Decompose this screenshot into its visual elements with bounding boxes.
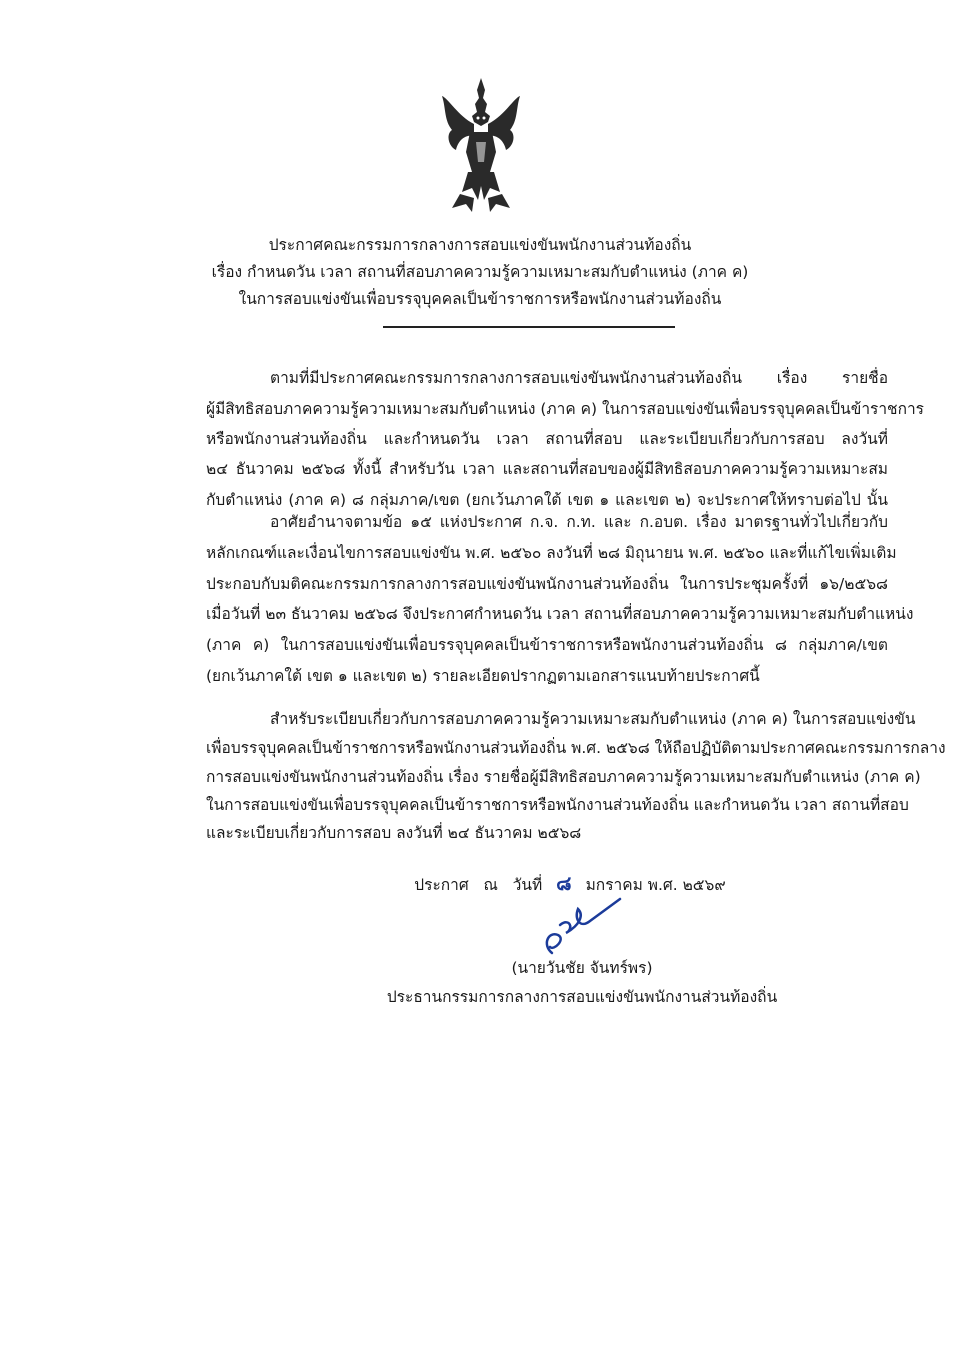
- announcement-subject: เรื่อง กำหนดวัน เวลา สถานที่สอบภาคความรู้ความเหมาะสมกับตำแหน่ง (ภาค ค): [211, 263, 749, 281]
- paragraph-line: เมื่อวันที่ ๒๓ ธันวาคม ๒๕๖๘ จึงประกาศกำหนดวัน เวลา สถานที่สอบภาคความรู้ความเหมาะสมกับตำแหน่ง: [206, 605, 914, 623]
- paragraph-line: ประกอบกับมติคณะกรรมการกลางการสอบแข่งขันพนักงานส่วนท้องถิ่น ในการประชุมครั้งที่ ๑๖/๒๕๖๘: [206, 575, 888, 593]
- announcement-title: ประกาศคณะกรรมการกลางการสอบแข่งขันพนักงานส่วนท้องถิ่น: [268, 236, 692, 254]
- paragraph-line: กับตำแหน่ง (ภาค ค) ๘ กลุ่มภาค/เขต (ยกเว้นภาคใต้ เขต ๑ และเขต ๒) จะประกาศให้ทราบต่อไป นั้น: [206, 491, 888, 509]
- paragraph-line: การสอบแข่งขันพนักงานส่วนท้องถิ่น เรื่อง รายชื่อผู้มีสิทธิสอบภาคความรู้ความเหมาะสมกับตำแหน่ง (ภาค ค): [206, 768, 921, 786]
- garuda-emblem-icon: [438, 76, 524, 216]
- paragraph-line: เพื่อบรรจุบุคคลเป็นข้าราชการหรือพนักงานส่วนท้องถิ่น พ.ศ. ๒๕๖๘ ให้ถือปฏิบัติตามประกาศคณะกรรมการกลาง: [206, 739, 946, 757]
- handwritten-day: ๘: [556, 871, 572, 895]
- announcement-subject-cont: ในการสอบแข่งขันเพื่อบรรจุบุคคลเป็นข้าราชการหรือพนักงานส่วนท้องถิ่น: [238, 290, 722, 308]
- paragraph-line: (ภาค ค) ในการสอบแข่งขันเพื่อบรรจุบุคคลเป็นข้าราชการหรือพนักงานส่วนท้องถิ่น ๘ กลุ่มภาค/เขต: [206, 636, 888, 654]
- paragraph-line: และระเบียบเกี่ยวกับการสอบ ลงวันที่ ๒๔ ธันวาคม ๒๕๖๘: [206, 824, 582, 842]
- paragraph-line: ๒๔ ธันวาคม ๒๕๖๘ ทั้งนี้ สำหรับวัน เวลา และสถานที่สอบของผู้มีสิทธิสอบภาคความรู้ความเหมาะสม: [206, 460, 888, 478]
- paragraph-line: ในการสอบแข่งขันเพื่อบรรจุบุคคลเป็นข้าราชการหรือพนักงานส่วนท้องถิ่น และกำหนดวัน เวลา สถานที่สอบ: [206, 796, 909, 814]
- signer-name: (นายวันชัย จันทร์พร): [511, 959, 653, 977]
- paragraph-line: อาศัยอำนาจตามข้อ ๑๕ แห่งประกาศ ก.จ. ก.ท. และ ก.อบต. เรื่อง มาตรฐานทั่วไปเกี่ยวกับ: [270, 513, 888, 531]
- paragraph-line: ตามที่มีประกาศคณะกรรมการกลางการสอบแข่งขันพนักงานส่วนท้องถิ่น เรื่อง รายชื่อ: [270, 369, 888, 387]
- paragraph-line: (ยกเว้นภาคใต้ เขต ๑ และเขต ๒) รายละเอียดปรากฏตามเอกสารแนบท้ายประกาศนี้: [206, 667, 760, 685]
- signer-title: ประธานกรรมการกลางการสอบแข่งขันพนักงานส่วนท้องถิ่น: [386, 988, 778, 1006]
- date-month-year: มกราคม พ.ศ. ๒๕๖๙: [585, 876, 726, 894]
- title-divider: [383, 326, 675, 328]
- paragraph-line: สำหรับระเบียบเกี่ยวกับการสอบภาคความรู้ความเหมาะสมกับตำแหน่ง (ภาค ค) ในการสอบแข่งขัน: [270, 710, 916, 728]
- date-prefix: ประกาศ ณ วันที่: [414, 876, 543, 894]
- announcement-date: [90, 872, 960, 896]
- paragraph-line: หลักเกณฑ์และเงื่อนไขการสอบแข่งขัน พ.ศ. ๒๕๖๐ ลงวันที่ ๒๘ มิถุนายน พ.ศ. ๒๕๖๐ และที่แก้ไขเพิ่มเติม: [206, 544, 897, 562]
- paragraph-line: ผู้มีสิทธิสอบภาคความรู้ความเหมาะสมกับตำแหน่ง (ภาค ค) ในการสอบแข่งขันเพื่อบรรจุบุคคลเป็นข้าราชการ: [206, 400, 924, 418]
- signature-icon: [540, 895, 630, 957]
- paragraph-line: หรือพนักงานส่วนท้องถิ่น และกำหนดวัน เวลา สถานที่สอบ และระเบียบเกี่ยวกับการสอบ ลงวันที่: [206, 430, 888, 448]
